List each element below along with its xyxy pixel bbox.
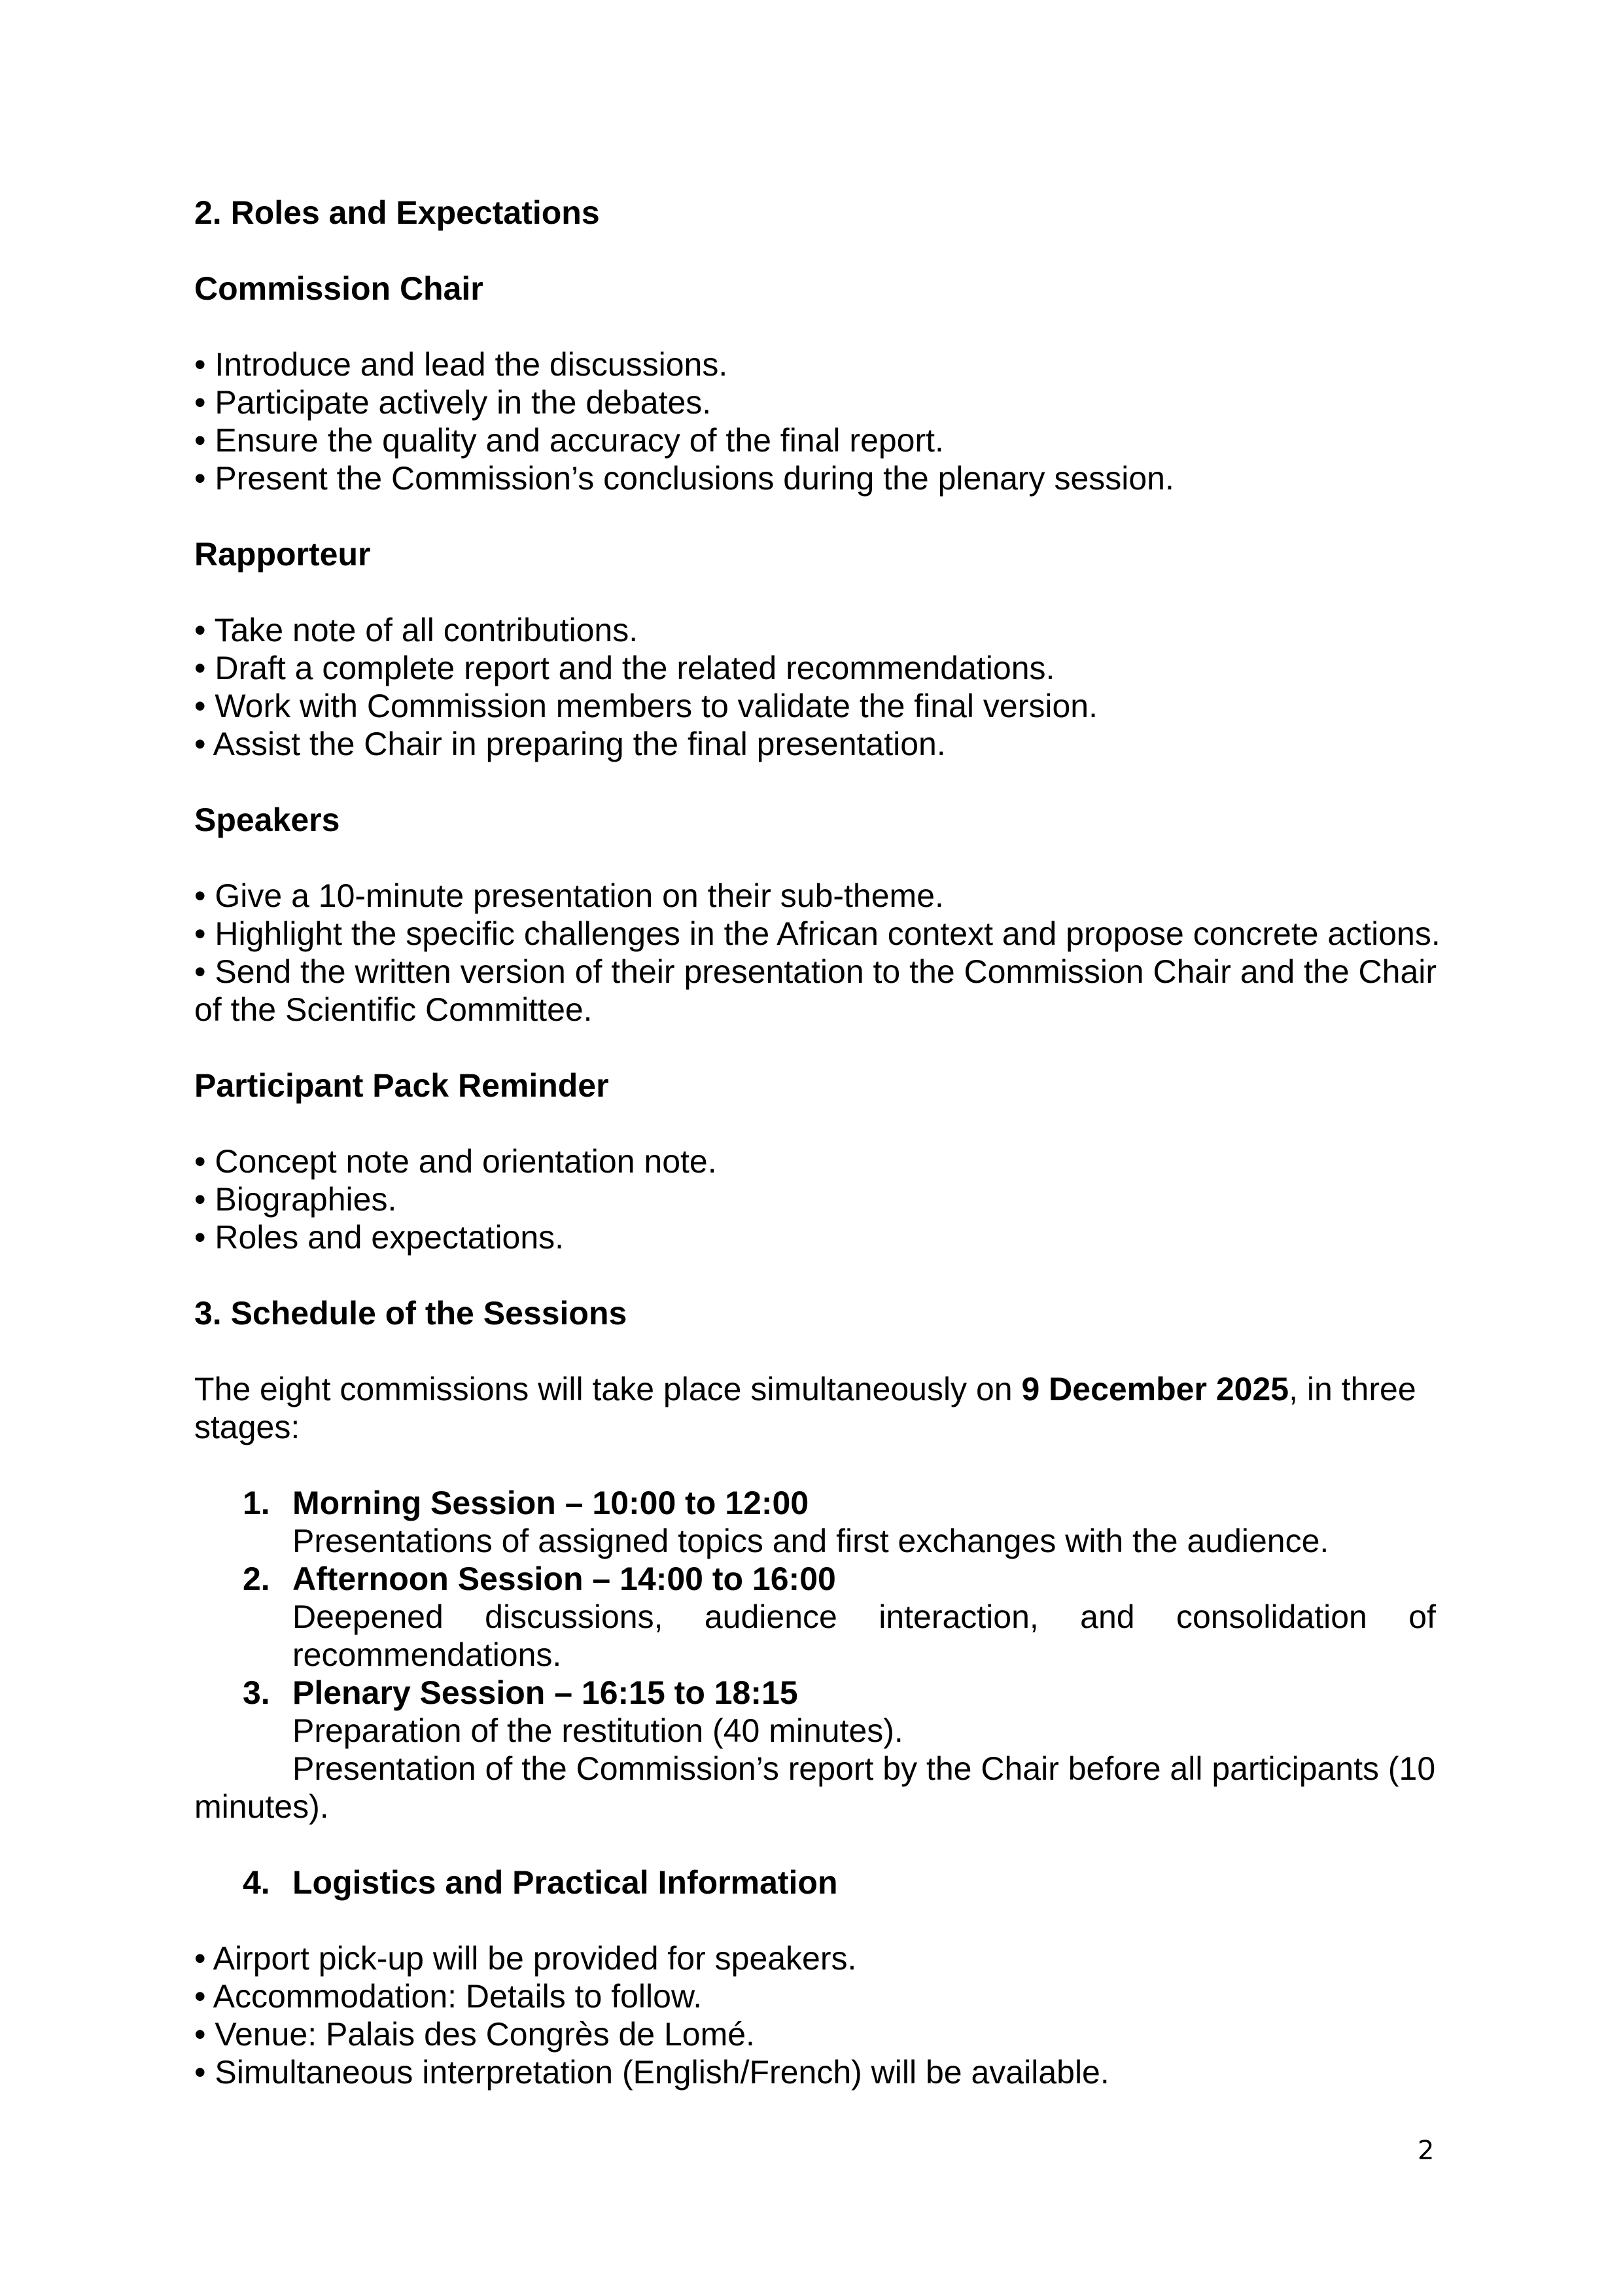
session-description: Presentation of the Commission’s report by the Chair before all participants (10 bbox=[292, 1750, 1436, 1787]
word: audience bbox=[704, 1598, 837, 1635]
section-3-heading: 3. Schedule of the Sessions bbox=[194, 1295, 627, 1332]
participant-pack-heading: Participant Pack Reminder bbox=[194, 1067, 609, 1104]
list-item: • Present the Commission’s conclusions during the plenary session. bbox=[194, 460, 1174, 497]
schedule-intro bbox=[194, 1370, 1436, 1408]
section-title: Logistics and Practical Information bbox=[292, 1864, 838, 1901]
session-title: Afternoon Session – 14:00 to 16:00 bbox=[292, 1561, 836, 1597]
list-item: • Simultaneous interpretation (English/French) will be available. bbox=[194, 2054, 1109, 2091]
session-description: Presentations of assigned topics and first exchanges with the audience. bbox=[292, 1523, 1329, 1559]
list-item: • Give a 10-minute presentation on their sub-theme. bbox=[194, 877, 944, 914]
intro-text: The eight commissions will take place simultaneously on bbox=[194, 1371, 1022, 1407]
schedule-intro-line2: stages: bbox=[194, 1409, 300, 1445]
list-item: • Airport pick-up will be provided for speakers. bbox=[194, 1940, 857, 1977]
session-title: Morning Session – 10:00 to 12:00 bbox=[292, 1485, 809, 1521]
list-item: of the Scientific Committee. bbox=[194, 991, 593, 1028]
speakers-heading: Speakers bbox=[194, 802, 340, 838]
session-description-line2: recommendations. bbox=[292, 1636, 562, 1673]
word: and bbox=[1080, 1598, 1135, 1635]
intro-text: , in three bbox=[1289, 1371, 1416, 1407]
list-item: • Concept note and orientation note. bbox=[194, 1143, 717, 1180]
list-item: • Accommodation: Details to follow. bbox=[194, 1978, 703, 2015]
list-item: • Draft a complete report and the related recommendations. bbox=[194, 650, 1055, 686]
word: Deepened bbox=[292, 1598, 444, 1635]
list-item: • Assist the Chair in preparing the final presentation. bbox=[194, 726, 946, 762]
list-item: • Highlight the specific challenges in the African context and propose concrete actions. bbox=[194, 915, 1440, 952]
session-number: 2. bbox=[243, 1561, 270, 1597]
word: discussions, bbox=[485, 1598, 663, 1635]
word: consolidation bbox=[1176, 1598, 1367, 1635]
list-item: • Send the written version of their presentation to the Commission Chair and the Chair bbox=[194, 953, 1437, 990]
session-description bbox=[292, 1598, 1436, 1636]
list-item: • Venue: Palais des Congrès de Lomé. bbox=[194, 2016, 755, 2053]
list-item: • Ensure the quality and accuracy of the final report. bbox=[194, 422, 944, 459]
page-number: 2 bbox=[1418, 2136, 1435, 2166]
event-date: 9 December 2025 bbox=[1021, 1371, 1289, 1407]
list-item: • Work with Commission members to validate the final version. bbox=[194, 688, 1098, 724]
section-2-heading: 2. Roles and Expectations bbox=[194, 194, 600, 231]
word: interaction, bbox=[879, 1598, 1039, 1635]
list-item: • Roles and expectations. bbox=[194, 1219, 565, 1256]
word: of bbox=[1408, 1598, 1436, 1635]
session-number: 3. bbox=[243, 1674, 270, 1711]
list-item: • Introduce and lead the discussions. bbox=[194, 346, 728, 383]
session-description: minutes). bbox=[194, 1788, 329, 1825]
session-title: Plenary Session – 16:15 to 18:15 bbox=[292, 1674, 798, 1711]
commission-chair-heading: Commission Chair bbox=[194, 270, 483, 307]
session-description: Preparation of the restitution (40 minutes). bbox=[292, 1712, 903, 1749]
list-item: • Take note of all contributions. bbox=[194, 612, 638, 648]
session-number: 1. bbox=[243, 1485, 270, 1521]
section-number: 4. bbox=[243, 1864, 270, 1901]
list-item: • Biographies. bbox=[194, 1181, 397, 1218]
list-item: • Participate actively in the debates. bbox=[194, 384, 712, 421]
rapporteur-heading: Rapporteur bbox=[194, 536, 371, 573]
